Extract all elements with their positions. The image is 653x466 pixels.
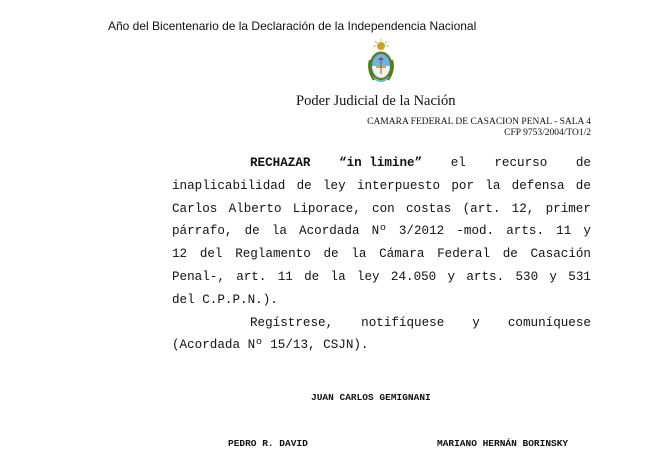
word: por <box>451 178 475 193</box>
resolution-line-6 <box>172 266 591 289</box>
word: de <box>244 224 260 239</box>
word: Federal <box>437 247 491 262</box>
word: 531 <box>568 269 591 284</box>
word: Cámara <box>379 247 425 262</box>
resolution-line-5 <box>172 243 591 266</box>
word: 3/2012 <box>398 224 445 239</box>
word: de <box>575 178 591 193</box>
word: el <box>450 156 466 170</box>
word: la <box>485 178 501 193</box>
resolution-line-3 <box>172 198 591 221</box>
resolution-line-7: del C.P.P.N.). <box>172 292 278 307</box>
word: y <box>472 315 480 330</box>
word: comuníquese <box>507 315 591 330</box>
word: la <box>271 224 287 239</box>
word: notifíquese <box>361 315 445 330</box>
word: -mod. <box>456 224 495 239</box>
resolution-line-1 <box>172 152 591 175</box>
word: costas <box>405 201 452 216</box>
case-number: CFP 9753/2004/TO1/2 <box>504 128 591 138</box>
word: Liporace, <box>292 201 361 216</box>
word: defensa <box>511 178 565 193</box>
chamber-name: CAMARA FEDERAL DE CASACION PENAL - SALA 4 <box>367 117 591 127</box>
chamber-block <box>367 117 591 139</box>
year-motto: Año del Bicentenario de la Declaración de la Independencia Nacional <box>108 19 477 33</box>
word: 12 <box>172 247 188 262</box>
word: de <box>304 269 320 284</box>
signature-judge-borinsky: MARIANO HERNÁN BORINSKY <box>437 438 569 449</box>
word: Casación <box>530 247 591 262</box>
word: Carlos <box>172 201 218 216</box>
signature-judge-gemignani: JUAN CARLOS GEMIGNANI <box>311 392 431 403</box>
word: ley <box>356 269 380 284</box>
resolution-line-9: (Acordada Nº 15/13, CSJN). <box>172 338 369 353</box>
national-coat-of-arms-icon <box>365 38 397 88</box>
word: RECHAZAR <box>250 156 311 170</box>
signature-judge-david: PEDRO R. DAVID <box>228 438 308 449</box>
resolution-text <box>172 152 591 357</box>
word: de <box>323 247 339 262</box>
word: Alberto <box>228 201 282 216</box>
word: interpuesto <box>356 178 441 193</box>
word: y <box>549 269 557 284</box>
word: de <box>502 247 518 262</box>
resolution-line-8 <box>172 312 591 335</box>
word: de <box>296 178 312 193</box>
word: 12, <box>511 201 535 216</box>
word: recurso <box>494 156 548 170</box>
word: 11 <box>556 224 572 239</box>
resolution-line-2 <box>172 175 591 198</box>
word: Regístrese, <box>250 315 334 330</box>
word: Nº <box>371 224 387 239</box>
word: párrafo, <box>172 224 233 239</box>
word: Reglamento <box>235 247 311 262</box>
word: 530 <box>515 269 539 284</box>
word: primer <box>545 201 591 216</box>
word: de <box>575 156 591 170</box>
word: la <box>330 269 346 284</box>
word: 24.050 <box>390 269 437 284</box>
word: y <box>583 224 591 239</box>
word: art. <box>236 269 267 284</box>
word: con <box>372 201 395 216</box>
word: inaplicabilidad <box>172 178 286 193</box>
word: Acordada <box>299 224 360 239</box>
court-name: Poder Judicial de la Nación <box>296 93 456 109</box>
word: arts. <box>506 224 545 239</box>
word: la <box>351 247 367 262</box>
word: arts. <box>466 269 505 284</box>
word: ley <box>323 178 346 193</box>
word: (art. <box>462 201 501 216</box>
word: “in limine” <box>339 156 423 170</box>
word: del <box>199 247 223 262</box>
word: y <box>447 269 456 284</box>
word: Penal-, <box>172 269 225 284</box>
resolution-line-4 <box>172 220 591 243</box>
word: 11 <box>277 269 293 284</box>
